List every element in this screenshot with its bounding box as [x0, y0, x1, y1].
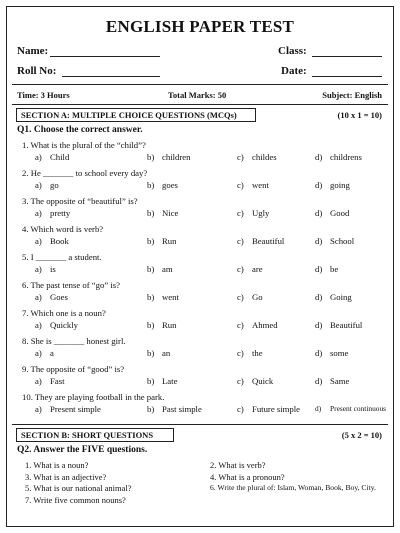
option-d[interactable]: d) School	[315, 236, 355, 246]
short-question: 7. Write five common nouns?	[25, 494, 126, 505]
option-c[interactable]: c) Future simple	[237, 404, 301, 414]
option-c[interactable]: c) are	[237, 264, 263, 274]
option-b[interactable]: b) Past simple	[147, 404, 202, 414]
option-a[interactable]: a) Goes	[35, 292, 68, 302]
time-label: Time: 3 Hours	[17, 90, 70, 100]
option-b[interactable]: b) am	[147, 264, 173, 274]
question-text: 9. The opposite of “good” is?	[22, 364, 125, 374]
question-text: 8. She is _______ honest girl.	[22, 336, 126, 346]
option-a[interactable]: a) a	[35, 348, 54, 358]
option-d[interactable]: d) Good	[315, 208, 350, 218]
option-a[interactable]: a) Quickly	[35, 320, 78, 330]
option-b[interactable]: b) Nice	[147, 208, 179, 218]
option-d[interactable]: d) Present continuous	[315, 404, 387, 413]
option-d[interactable]: d) Beautiful	[315, 320, 363, 330]
option-d[interactable]: d) childrens	[315, 152, 362, 162]
option-c[interactable]: c) Ahmed	[237, 320, 278, 330]
question-text: 4. Which word is verb?	[22, 224, 104, 234]
option-c[interactable]: c) childes	[237, 152, 277, 162]
section-a-marks: (10 x 1 = 10)	[337, 110, 382, 120]
section-a-instruction: Q1. Choose the correct answer.	[17, 125, 143, 135]
option-a[interactable]: a) Book	[35, 236, 69, 246]
name-line[interactable]	[50, 56, 160, 57]
paper-title: ENGLISH PAPER TEST	[105, 17, 295, 36]
option-d[interactable]: d) be	[315, 264, 339, 274]
date-label: Date:	[281, 65, 307, 77]
short-question: 3. What is an adjective?	[25, 471, 107, 482]
question-text: 2. He _______ to school every day?	[22, 168, 148, 178]
divider	[12, 104, 388, 105]
option-a[interactable]: a) Present simple	[35, 404, 101, 414]
option-a[interactable]: a) go	[35, 180, 59, 190]
option-a[interactable]: a) is	[35, 264, 56, 274]
short-question: 2. What is verb?	[210, 460, 266, 470]
option-b[interactable]: b) Run	[147, 236, 177, 246]
class-label: Class:	[278, 45, 307, 57]
option-b[interactable]: b) children	[147, 152, 191, 162]
divider	[12, 424, 388, 425]
section-a-title: SECTION A: MULTIPLE CHOICE QUESTIONS (MCQs)	[16, 108, 256, 122]
question-text: 3. The opposite of “beautiful” is?	[22, 196, 138, 206]
option-b[interactable]: b) Late	[147, 376, 178, 386]
total-marks-label: Total Marks: 50	[168, 90, 227, 100]
option-c[interactable]: c) Go	[237, 292, 263, 302]
option-c[interactable]: c) Quick	[237, 376, 274, 386]
option-c[interactable]: c) the	[237, 348, 263, 358]
option-d[interactable]: d) some	[315, 348, 349, 358]
question-text: 1. What is the plural of the “child”?	[22, 140, 146, 150]
subject-label: Subject: English	[322, 90, 382, 100]
option-d[interactable]: d) going	[315, 180, 350, 190]
short-question: 4. What is a pronoun?	[210, 471, 285, 482]
option-d[interactable]: d) Same	[315, 376, 350, 386]
question-text: 10. They are playing football in the park.	[22, 392, 165, 402]
name-label: Name:	[17, 45, 49, 57]
section-b-title: SECTION B: SHORT QUESTIONS	[16, 428, 174, 442]
roll-line[interactable]	[62, 76, 160, 77]
section-b-marks: (5 x 2 = 10)	[341, 430, 382, 440]
option-b[interactable]: b) goes	[147, 180, 178, 190]
short-question: 1. What is a noun?	[25, 460, 89, 470]
option-c[interactable]: c) Ugly	[237, 208, 270, 218]
option-a[interactable]: a) pretty	[35, 208, 71, 218]
short-question: 6. Write the plural of: Islam, Woman, Book, Boy, City.	[210, 483, 376, 492]
question-text: 5. I _______ a student.	[22, 252, 102, 262]
question-text: 6. The past tense of “go” is?	[22, 280, 121, 290]
option-b[interactable]: b) went	[147, 292, 179, 302]
question-text: 7. Which one is a noun?	[22, 308, 106, 318]
section-b-instruction: Q2. Answer the FIVE questions.	[17, 445, 148, 455]
option-a[interactable]: a) Child	[35, 152, 70, 162]
option-a[interactable]: a) Fast	[35, 376, 65, 386]
roll-label: Roll No:	[17, 65, 57, 77]
option-c[interactable]: c) Beautiful	[237, 236, 285, 246]
divider	[12, 84, 388, 85]
option-b[interactable]: b) an	[147, 348, 171, 358]
option-b[interactable]: b) Run	[147, 320, 177, 330]
short-question: 5. What is our national animal?	[25, 483, 132, 493]
class-line[interactable]	[312, 56, 382, 57]
option-c[interactable]: c) went	[237, 180, 269, 190]
option-d[interactable]: d) Going	[315, 292, 352, 302]
date-line[interactable]	[312, 76, 382, 77]
